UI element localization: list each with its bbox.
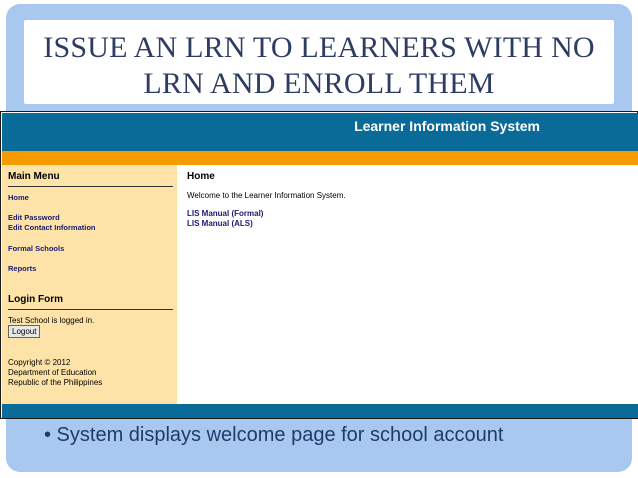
login-status: Test School is logged in.: [8, 316, 95, 325]
divider: [8, 186, 173, 187]
slide-title: [24, 30, 614, 102]
sidebar-item-home[interactable]: Home: [8, 193, 29, 202]
sidebar-item-edit-contact[interactable]: Edit Contact Information: [8, 223, 96, 232]
slide-title-line1: ISSUE AN LRN TO LEARNERS WITH NO: [43, 31, 595, 64]
sidebar-item-formal-schools[interactable]: Formal Schools: [8, 244, 65, 253]
divider: [8, 309, 173, 310]
main-content: [177, 165, 638, 404]
copyright-line1: Copyright © 2012: [8, 358, 71, 367]
app-title: Learner Information System: [354, 118, 540, 134]
slide-title-line2: LRN AND ENROLL THEM: [143, 67, 495, 100]
footer-bar: [2, 404, 638, 418]
slide-bullet: • System displays welcome page for school account: [44, 424, 504, 446]
lis-manual-als-link[interactable]: LIS Manual (ALS): [187, 219, 253, 228]
main-menu-heading: Main Menu: [8, 171, 60, 182]
lis-screenshot: [0, 111, 638, 419]
login-form-heading: Login Form: [8, 294, 63, 305]
sidebar: [2, 165, 177, 404]
copyright-line2: Department of Education: [8, 368, 97, 377]
logout-button[interactable]: Logout: [8, 325, 40, 338]
orange-divider: [2, 151, 638, 165]
app-header: [2, 113, 638, 151]
page-title: Home: [187, 171, 215, 182]
sidebar-item-edit-password[interactable]: Edit Password: [8, 213, 60, 222]
sidebar-item-reports[interactable]: Reports: [8, 264, 37, 273]
welcome-text: Welcome to the Learner Information System.: [187, 191, 346, 200]
copyright-line3: Republic of the Philippines: [8, 378, 103, 387]
lis-manual-formal-link[interactable]: LIS Manual (Formal): [187, 209, 264, 218]
